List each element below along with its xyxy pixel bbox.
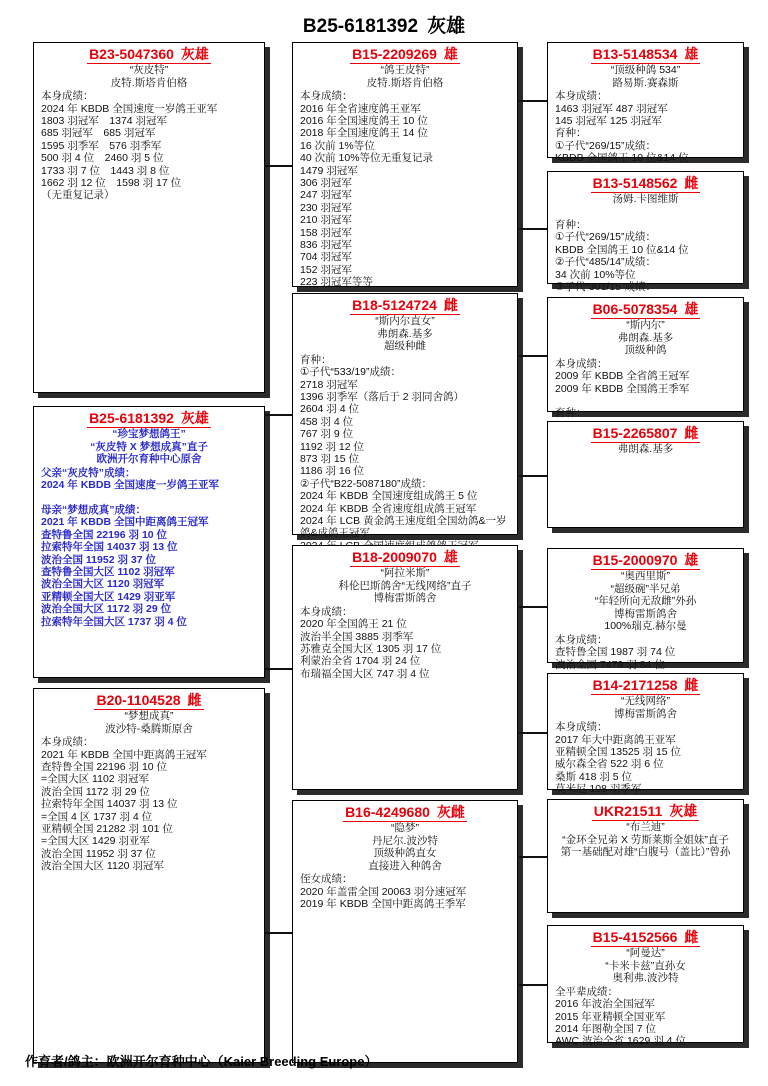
pigeon-id-underline xyxy=(591,552,701,570)
result-line: 2014 年图勒全国 7 位 xyxy=(555,1023,656,1035)
pigeon-sex-label: 雌 xyxy=(684,929,699,945)
pigeon-name-line: “斯内尔直女” xyxy=(375,315,435,327)
result-line: ①子代“533/19”成绩： xyxy=(300,366,402,379)
pigeon-sex-label: 灰雌 xyxy=(436,804,465,820)
result-line: 育种： xyxy=(555,127,587,140)
result-line: 2024 年 KBDB 全省速度组成鸽王冠军 xyxy=(300,502,477,515)
result-line: 2016 年全国速度鸽王 10 位 xyxy=(300,115,428,127)
result-line: 本身成绩： xyxy=(555,721,608,734)
pedigree-box-B18-5124724 xyxy=(292,293,518,540)
pedigree-box-B15-4152566 xyxy=(547,925,744,1048)
result-line: 16 次前 1%等位 xyxy=(300,139,375,152)
pigeon-name-line: “超级碗”半兄弟 xyxy=(610,582,681,595)
result-line: KBDB 全国鸽王 10 位&14 位 xyxy=(555,152,689,165)
pigeon-name-line: “奥西里斯” xyxy=(621,570,670,582)
result-line: 836 羽冠军 xyxy=(300,239,352,252)
result-line: ①子代“269/15”成绩： xyxy=(555,139,657,152)
pigeon-id-underline xyxy=(343,804,467,822)
pigeon-ring-number: B23-5047360 xyxy=(89,46,174,62)
pigeon-name-line: 波沙特-桑腾斯原舍 xyxy=(105,722,193,735)
pigeon-sex-label: 雄 xyxy=(684,301,699,317)
pedigree-box-UKR21511 xyxy=(547,799,744,913)
pigeon-name-line: 路易斯.赛森斯 xyxy=(612,76,679,89)
pigeon-sex-label: 雌 xyxy=(443,297,458,313)
pigeon-name-line: 丹尼尔.波沙特 xyxy=(372,834,438,847)
result-line: ①子代“269/15”成绩： xyxy=(555,231,657,244)
result-line: 145 羽冠军 125 羽冠军 xyxy=(555,115,662,127)
pigeon-id-underline xyxy=(591,301,701,319)
pigeon-name-line: “卡米卡兹”直孙女 xyxy=(605,959,686,972)
result-line: 亚精顿全国 21282 羽 101 位 xyxy=(41,823,173,836)
results-body xyxy=(548,206,743,294)
results-body xyxy=(548,720,743,795)
result-line: 母亲“梦想成真”成绩： xyxy=(41,503,146,516)
result-line: 2016 年全省速度鸽王亚军 xyxy=(300,102,421,115)
result-line: 2024 年 KBDB 全国速度一岁鸽王亚军 xyxy=(41,102,218,115)
result-line: 458 羽 4 位 xyxy=(300,415,354,428)
result-line: 波治全国 7479 羽 84 位 xyxy=(555,658,665,671)
pedigree-connector-line xyxy=(264,414,292,416)
pigeon-ring-number: B06-5078354 xyxy=(592,301,678,317)
result-line: 306 羽冠军 xyxy=(300,177,352,190)
result-line: 1479 羽冠军 xyxy=(300,164,358,177)
pigeon-name-line: 科伦巴斯鸽舍“无线网络”直子 xyxy=(338,579,472,592)
pigeon-name-line: 100%瑞克.赫尔曼 xyxy=(604,620,687,633)
pigeon-sex-label: 雌 xyxy=(187,692,202,708)
pedigree-connector-line xyxy=(264,668,292,670)
pigeon-ring-number: B18-5124724 xyxy=(352,297,437,313)
pedigree-connector-line xyxy=(519,475,547,477)
pigeon-sex-label: 雌 xyxy=(684,677,699,693)
result-line: 育种： xyxy=(555,407,587,420)
pigeon-id-underline xyxy=(350,46,460,64)
pigeon-id-title xyxy=(548,552,743,570)
result-line: 父亲“灰皮特”成绩： xyxy=(41,466,136,479)
pigeon-id-title xyxy=(293,549,517,567)
pigeon-name-line: 超级种雌 xyxy=(384,340,426,353)
result-line: 1396 羽季军（落后于 2 羽同舍鸽） xyxy=(300,391,464,403)
result-line: 本身成绩： xyxy=(41,736,94,749)
pigeon-name-line: “布兰迪” xyxy=(626,821,665,833)
pedigree-box-B15-2265807 xyxy=(547,421,744,528)
result-line xyxy=(555,395,739,407)
result-line: 拉索特年全国大区 1737 羽 4 位 xyxy=(41,615,187,628)
result-line: 拉索特年全国 14037 羽 13 位 xyxy=(41,798,178,811)
result-line: 查特鲁全国 1987 羽 74 位 xyxy=(555,646,676,659)
pigeon-ring-number: B14-2171258 xyxy=(592,677,678,693)
pigeon-name-line: “阿曼达” xyxy=(626,947,665,959)
result-line: 685 羽冠军 685 羽冠军 xyxy=(41,127,156,140)
result-line: 1595 羽季军 576 羽季军 xyxy=(41,139,162,152)
result-line xyxy=(41,492,260,504)
pigeon-name-line: “灰皮特” xyxy=(129,64,169,76)
pigeon-name-line: “隐梦” xyxy=(391,822,419,834)
result-line: 苏雅克全国大区 1305 羽 17 位 xyxy=(300,643,442,655)
result-line: 桑斯 418 羽 5 位 xyxy=(555,770,633,783)
result-line: 利蒙治全省 1704 羽 24 位 xyxy=(300,655,421,668)
result-line: 2015 年亚精顿全国亚军 xyxy=(555,1010,666,1023)
result-line: 本身成绩： xyxy=(300,90,353,103)
result-line: 本身成绩： xyxy=(555,90,608,103)
results-body xyxy=(293,89,517,289)
pigeon-id-title xyxy=(34,46,264,64)
results-body xyxy=(548,985,743,1048)
pedigree-connector-line xyxy=(519,100,547,102)
result-line: 230 羽冠军 xyxy=(300,201,352,214)
pigeon-name-line: “年轻所向无敌雌”外孙 xyxy=(594,595,697,608)
pigeon-ring-number: B25-6181392 xyxy=(89,410,174,426)
result-line: 拉索特年全国 14037 羽 13 位 xyxy=(41,541,178,554)
result-line: 布瑞福全国大区 747 羽 4 位 xyxy=(300,667,430,680)
result-line: 2021 年 KBDB 全国中距离鸽王冠军 xyxy=(41,516,209,529)
result-line: 2020 年全国鸽王 21 位 xyxy=(300,618,407,631)
result-line: 2024 年 KBDB 全国速度一岁鸽王亚军 xyxy=(41,479,219,492)
pigeon-name-line: 汤姆.卡图维斯 xyxy=(612,193,679,205)
footer-breeder-credit: 作育者/鸽主：欧洲开尔育种中心（Kaier Breeding Europe） xyxy=(25,1054,378,1069)
result-line: 2009 年 KBDB 全省鸽王冠军 xyxy=(555,370,690,383)
pigeon-name-line: 弗朗森.基多 xyxy=(377,327,433,340)
result-line: ②子代“485/14”成绩： xyxy=(555,256,657,269)
result-line: 2017 年大中距离鸽王亚军 xyxy=(555,733,676,746)
result-line: 查特鲁全国 22196 羽 10 位 xyxy=(41,528,168,541)
pigeon-name-line: “金环全兄弟 X 劳斯莱斯全姐妹”直子 xyxy=(562,833,729,846)
result-line: 2009 年 KBDB 全国鸽王季军 xyxy=(555,382,690,395)
pigeon-id-title xyxy=(34,692,264,710)
pigeon-name-line: “无线网络” xyxy=(621,695,670,707)
pigeon-name-line: 奥利弗.波沙特 xyxy=(612,972,679,985)
page-title-ring-number: B25-6181392 xyxy=(302,16,419,37)
result-line: 704 羽冠军 xyxy=(300,251,352,264)
pigeon-ring-number: B16-4249680 xyxy=(345,804,430,820)
result-line: 34 次前 10%等位 xyxy=(555,268,636,281)
result-line: 波治全国 1172 羽 29 位 xyxy=(41,785,150,798)
result-line: 210 羽冠军 xyxy=(300,214,352,227)
result-line: 2024 年 LCB 黄金鸽王速度组全国幼鸽&一岁鸽&成鸽王冠军 xyxy=(300,515,507,540)
result-line: 波治半全国 3885 羽季军 xyxy=(300,630,414,643)
pigeon-sex-label: 雄 xyxy=(443,549,458,565)
pigeon-name-line: 博梅雷斯鸽舍 xyxy=(614,607,677,620)
pedigree-box-B06-5078354 xyxy=(547,297,744,420)
pedigree-box-B13-5148534 xyxy=(547,42,744,165)
pigeon-id-underline xyxy=(592,803,700,821)
pedigree-box-B15-2209269 xyxy=(292,42,518,287)
pigeon-name-line: 弗朗森.基多 xyxy=(617,331,674,344)
result-line: ③子代“301/15”成绩： xyxy=(555,281,657,294)
pedigree-connector-line xyxy=(264,932,292,934)
pigeon-id-title xyxy=(548,425,743,443)
page-title xyxy=(0,11,768,38)
result-line: 亚精顿全国 13525 羽 15 位 xyxy=(555,746,682,758)
result-line: 223 羽冠军等等 xyxy=(300,276,373,289)
result-line: 152 羽冠军 xyxy=(300,263,352,276)
pigeon-name-line: “鸽王皮特” xyxy=(380,64,430,76)
pigeon-name-line: “梦想成真” xyxy=(124,710,174,722)
pedigree-box-B23-5047360 xyxy=(33,42,265,393)
pigeon-sex-label: 灰雄 xyxy=(669,803,698,819)
pigeon-sex-label: 雄 xyxy=(443,46,458,62)
result-line: 2020 年盖雷全国 20063 羽分速冠军 xyxy=(300,885,467,898)
pigeon-id-title xyxy=(293,297,517,315)
pigeon-name-line: “阿拉米斯” xyxy=(380,567,430,579)
pedigree-connector-line xyxy=(519,984,547,986)
pigeon-sex-label: 雌 xyxy=(684,175,699,191)
pigeon-name-line: “灰皮特 X 梦想成真”直子 xyxy=(90,440,208,453)
pigeon-ring-number: B20-1104528 xyxy=(96,692,181,708)
pigeon-id-title xyxy=(548,46,743,64)
result-line: 2604 羽 4 位 xyxy=(300,403,359,416)
result-line: 1186 羽 16 位 xyxy=(300,465,365,478)
results-body xyxy=(293,353,517,553)
pigeon-id-underline xyxy=(591,425,701,443)
result-line: 波治全国大区 1120 羽冠军 xyxy=(41,860,164,873)
result-line: 波治全国 11952 羽 37 位 xyxy=(41,847,156,860)
pigeon-id-underline xyxy=(591,677,701,695)
results-body xyxy=(293,872,517,910)
pigeon-name-line: 第一基础配对雄“白腹号（盖比）”曾孙 xyxy=(560,846,731,859)
pigeon-name-line: 博梅雷斯鸽舍 xyxy=(373,592,437,605)
result-line: 全平辈成绩： xyxy=(555,985,618,998)
pigeon-sex-label: 灰雄 xyxy=(180,410,209,426)
result-line: 亚精顿全国大区 1429 羽亚军 xyxy=(41,590,176,603)
pigeon-id-underline xyxy=(591,929,701,947)
result-line: 1192 羽 12 位 xyxy=(300,440,365,453)
result-line: 查特鲁全国 22196 羽 10 位 xyxy=(41,761,168,773)
result-line: 2018 年全国速度鸽王 14 位 xyxy=(300,127,428,140)
result-line: ②子代“B22-5087180”成绩： xyxy=(300,477,432,490)
pigeon-id-underline xyxy=(591,175,701,193)
pedigree-box-B25-6181392 xyxy=(33,406,265,678)
result-line: 247 羽冠军 xyxy=(300,189,352,202)
pedigree-box-B13-5148562 xyxy=(547,171,744,294)
pigeon-id-title xyxy=(548,175,743,193)
result-line: KBDB 全国鸽王 10 位&14 位 xyxy=(555,243,689,256)
result-line: 1733 羽 7 位 1443 羽 8 位 xyxy=(41,164,170,177)
pigeon-ring-number: B15-4152566 xyxy=(592,929,678,945)
result-line: 2021 年 KBDB 全国中距离鸽王冠军 xyxy=(41,748,207,761)
pigeon-name-line: “顶级种鸽 534” xyxy=(610,64,681,76)
pigeon-id-title xyxy=(548,677,743,695)
pigeon-ring-number: B15-2209269 xyxy=(352,46,437,62)
pigeon-name-line: “斯内尔” xyxy=(626,319,665,331)
pedigree-box-B14-2171258 xyxy=(547,673,744,796)
pigeon-id-title xyxy=(548,803,743,821)
pigeon-sex-label: 雄 xyxy=(684,46,699,62)
pigeon-id-underline xyxy=(591,46,701,64)
pedigree-connector-line xyxy=(519,355,547,357)
result-line: 查特鲁全国大区 1102 羽冠军 xyxy=(41,566,175,579)
pigeon-id-underline xyxy=(87,410,211,428)
result-line: 1463 羽冠军 487 羽冠军 xyxy=(555,102,668,115)
result-line: AWC 波治全省 1629 羽 4 位 xyxy=(555,1035,686,1048)
pigeon-ring-number: B13-5148534 xyxy=(592,46,678,62)
pigeon-ring-number: B18-2009070 xyxy=(352,549,437,565)
pigeon-sex-label: 灰雄 xyxy=(180,46,209,62)
result-line: 本身成绩： xyxy=(555,633,608,646)
result-line: 2024 年 KBDB 全国速度组成鸽王 5 位 xyxy=(300,490,478,503)
pigeon-name-line: 皮特.斯塔肯伯格 xyxy=(110,76,188,89)
result-line: 873 羽 15 位 xyxy=(300,453,359,466)
pigeon-name-line: 顶级种鸽直女 xyxy=(373,847,437,860)
result-line xyxy=(555,207,739,219)
pedigree-connector-line xyxy=(519,606,547,608)
result-line: 767 羽 9 位 xyxy=(300,428,354,441)
result-line: 威尔森全省 522 羽 6 位 xyxy=(555,758,664,771)
pedigree-connector-line xyxy=(519,228,547,230)
pigeon-name-line: 顶级种鸽 xyxy=(624,344,667,357)
result-line: 1662 羽 12 位 1598 羽 17 位 xyxy=(41,177,182,190)
result-line: 2019 年 KBDB 全国中距离鸽王季军 xyxy=(300,898,466,911)
result-line: =全国 4 区 1737 羽 4 位 xyxy=(41,810,153,823)
pigeon-id-title xyxy=(34,410,264,428)
result-line: 莫米尼 108 羽季军 xyxy=(555,783,642,796)
pigeon-id-underline xyxy=(350,297,460,315)
pedigree-box-B16-4249680 xyxy=(292,800,518,1063)
result-line: 本身成绩： xyxy=(555,357,608,370)
result-line: 波治全国大区 1172 羽 29 位 xyxy=(41,603,172,616)
result-line: 1803 羽冠军 1374 羽冠军 xyxy=(41,115,168,127)
pigeon-name-line: 博梅雷斯鸽舍 xyxy=(614,707,677,720)
pigeon-id-underline xyxy=(87,46,211,64)
pigeon-name-line: 欧洲开尔育种中心原舍 xyxy=(96,453,202,466)
page-title-sex: 灰雄 xyxy=(427,16,466,37)
result-line: 育种： xyxy=(555,218,587,231)
result-line: 波治全国大区 1120 羽冠军 xyxy=(41,578,165,591)
results-body xyxy=(548,357,743,420)
result-line: 本身成绩： xyxy=(41,90,94,103)
pedigree-connector-line xyxy=(264,165,292,167)
pigeon-ring-number: UKR21511 xyxy=(593,803,663,819)
result-line: 侄女成绩： xyxy=(300,873,353,886)
result-line: 育种： xyxy=(300,353,332,366)
pedigree-box-B15-2000970 xyxy=(547,548,744,671)
result-line: 2718 羽冠军 xyxy=(300,378,358,391)
pigeon-ring-number: B15-2265807 xyxy=(592,425,678,441)
result-line: =全国大区 1429 羽亚军 xyxy=(41,835,150,848)
result-line: 本身成绩： xyxy=(300,605,353,618)
results-body xyxy=(548,89,743,164)
result-line: =全国大区 1102 羽冠军 xyxy=(41,773,150,786)
results-body xyxy=(34,89,264,202)
pigeon-name-line: 弗朗森.基多 xyxy=(617,443,674,455)
result-line: 波治全国 11952 羽 37 位 xyxy=(41,553,156,566)
pedigree-box-B18-2009070 xyxy=(292,545,518,790)
pigeon-name-line: 直接进入种鸽舍 xyxy=(368,859,442,872)
result-line: 158 羽冠军 xyxy=(300,226,352,239)
pedigree-box-B20-1104528 xyxy=(33,688,265,1063)
pigeon-sex-label: 雌 xyxy=(684,425,699,441)
results-body xyxy=(293,605,517,680)
pigeon-ring-number: B13-5148562 xyxy=(592,175,678,191)
pigeon-id-underline xyxy=(350,549,460,567)
results-body xyxy=(548,633,743,671)
pigeon-name-line: 皮特.斯塔肯伯格 xyxy=(366,76,444,89)
result-line: 40 次前 10%等位无重复记录 xyxy=(300,152,434,165)
pedigree-connector-line xyxy=(519,856,547,858)
pedigree-connector-line xyxy=(519,732,547,734)
result-line: （无重复记录） xyxy=(41,189,115,202)
pigeon-ring-number: B15-2000970 xyxy=(592,552,678,568)
pigeon-id-title xyxy=(548,929,743,947)
pigeon-id-title xyxy=(293,804,517,822)
pigeon-id-title xyxy=(548,301,743,319)
result-line: 2016 年波治全国冠军 xyxy=(555,998,655,1011)
pigeon-id-title xyxy=(293,46,517,64)
result-line: 500 羽 4 位 2460 羽 5 位 xyxy=(41,152,164,165)
pigeon-sex-label: 雄 xyxy=(684,552,699,568)
results-body xyxy=(34,735,264,872)
results-body xyxy=(34,466,264,628)
pigeon-id-underline xyxy=(94,692,203,710)
pigeon-name-line: “珍宝梦想鸽王” xyxy=(112,428,186,440)
